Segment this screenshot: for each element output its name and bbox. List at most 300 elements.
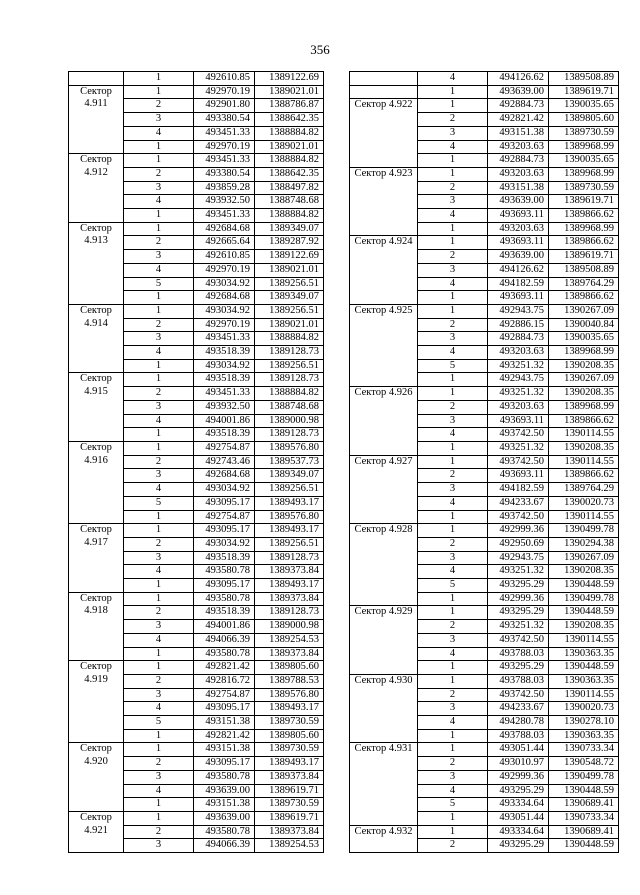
y-coordinate: 1389805.60 — [255, 661, 324, 675]
y-coordinate: 1389493.17 — [255, 579, 324, 593]
x-coordinate: 494126.62 — [488, 72, 549, 86]
x-coordinate: 493034.92 — [194, 537, 255, 551]
y-coordinate: 1389021.01 — [255, 85, 324, 99]
y-coordinate: 1390114.55 — [549, 510, 619, 524]
x-coordinate: 493095.17 — [194, 524, 255, 538]
x-coordinate: 492610.85 — [194, 72, 255, 86]
y-coordinate: 1390208.35 — [549, 565, 619, 579]
point-number: 3 — [124, 113, 194, 127]
point-number: 5 — [124, 496, 194, 510]
sector-name: Сектор 4.917 — [69, 524, 124, 593]
y-coordinate: 1390448.59 — [549, 661, 619, 675]
x-coordinate: 494001.86 — [194, 620, 255, 634]
y-coordinate: 1389128.73 — [255, 346, 324, 360]
x-coordinate: 492970.19 — [194, 318, 255, 332]
x-coordinate: 493334.64 — [488, 825, 549, 839]
x-coordinate: 492821.42 — [488, 113, 549, 127]
point-number: 4 — [418, 565, 488, 579]
point-number: 1 — [418, 510, 488, 524]
y-coordinate: 1389576.80 — [255, 441, 324, 455]
x-coordinate: 494126.62 — [488, 263, 549, 277]
y-coordinate: 1388786.87 — [255, 99, 324, 113]
point-number: 1 — [418, 455, 488, 469]
y-coordinate: 1390499.78 — [549, 592, 619, 606]
y-coordinate: 1389021.01 — [255, 318, 324, 332]
point-number: 4 — [418, 647, 488, 661]
point-number: 4 — [124, 126, 194, 140]
y-coordinate: 1390448.59 — [549, 606, 619, 620]
point-number: 2 — [124, 757, 194, 771]
point-number: 1 — [124, 140, 194, 154]
x-coordinate: 492665.64 — [194, 236, 255, 250]
x-coordinate: 493151.38 — [488, 126, 549, 140]
x-coordinate: 494233.67 — [488, 496, 549, 510]
point-number: 4 — [124, 414, 194, 428]
table-row — [69, 592, 324, 606]
table-row — [350, 674, 619, 688]
x-coordinate: 493451.33 — [194, 387, 255, 401]
point-number: 1 — [124, 428, 194, 442]
point-number: 5 — [418, 798, 488, 812]
point-number: 5 — [124, 277, 194, 291]
x-coordinate: 493034.92 — [194, 304, 255, 318]
x-coordinate: 493251.32 — [488, 359, 549, 373]
x-coordinate: 493788.03 — [488, 729, 549, 743]
y-coordinate: 1389128.73 — [255, 373, 324, 387]
x-coordinate: 493693.11 — [488, 209, 549, 223]
x-coordinate: 492970.19 — [194, 85, 255, 99]
y-coordinate: 1388642.35 — [255, 113, 324, 127]
point-number: 3 — [124, 332, 194, 346]
x-coordinate: 494182.59 — [488, 277, 549, 291]
x-coordinate: 493451.33 — [194, 154, 255, 168]
y-coordinate: 1390208.35 — [549, 620, 619, 634]
y-coordinate: 1390363.35 — [549, 674, 619, 688]
point-number: 2 — [418, 181, 488, 195]
x-coordinate: 492999.36 — [488, 592, 549, 606]
point-number: 1 — [124, 209, 194, 223]
x-coordinate: 493151.38 — [194, 716, 255, 730]
point-number: 3 — [124, 551, 194, 565]
y-coordinate: 1390114.55 — [549, 428, 619, 442]
x-coordinate: 492999.36 — [488, 770, 549, 784]
point-number: 1 — [418, 825, 488, 839]
y-coordinate: 1390733.34 — [549, 811, 619, 825]
y-coordinate: 1389287.92 — [255, 236, 324, 250]
y-coordinate: 1389128.73 — [255, 551, 324, 565]
sector-name: Сектор 4.932 — [350, 825, 418, 852]
table-row — [69, 85, 324, 99]
point-number: 2 — [124, 387, 194, 401]
x-coordinate: 493010.97 — [488, 757, 549, 771]
y-coordinate: 1389968.99 — [549, 140, 619, 154]
point-number: 1 — [418, 606, 488, 620]
y-coordinate: 1390114.55 — [549, 455, 619, 469]
x-coordinate: 493580.78 — [194, 770, 255, 784]
x-coordinate: 493203.63 — [488, 346, 549, 360]
x-coordinate: 492884.73 — [488, 154, 549, 168]
sector-name: Сектор 4.920 — [69, 743, 124, 812]
y-coordinate: 1388642.35 — [255, 167, 324, 181]
y-coordinate: 1390448.59 — [549, 784, 619, 798]
point-number: 1 — [418, 167, 488, 181]
point-number: 1 — [124, 729, 194, 743]
x-coordinate: 493788.03 — [488, 674, 549, 688]
point-number: 2 — [124, 236, 194, 250]
point-number: 1 — [418, 373, 488, 387]
x-coordinate: 494182.59 — [488, 483, 549, 497]
x-coordinate: 493580.78 — [194, 592, 255, 606]
point-number: 3 — [124, 469, 194, 483]
y-coordinate: 1389021.01 — [255, 263, 324, 277]
point-number: 1 — [124, 811, 194, 825]
x-coordinate: 492884.73 — [488, 332, 549, 346]
x-coordinate: 493295.29 — [488, 606, 549, 620]
x-coordinate: 493034.92 — [194, 483, 255, 497]
y-coordinate: 1389493.17 — [255, 496, 324, 510]
sector-name: Сектор 4.915 — [69, 373, 124, 442]
point-number: 4 — [418, 716, 488, 730]
y-coordinate: 1389122.69 — [255, 72, 324, 86]
x-coordinate: 492821.42 — [194, 729, 255, 743]
x-coordinate: 492684.68 — [194, 222, 255, 236]
y-coordinate: 1389730.59 — [549, 126, 619, 140]
point-number: 2 — [418, 400, 488, 414]
sector-name: Сектор 4.929 — [350, 606, 418, 675]
point-number: 3 — [418, 551, 488, 565]
point-number: 1 — [124, 524, 194, 538]
y-coordinate: 1389805.60 — [549, 113, 619, 127]
x-coordinate: 493251.32 — [488, 441, 549, 455]
x-coordinate: 493580.78 — [194, 565, 255, 579]
x-coordinate: 492821.42 — [194, 661, 255, 675]
point-number: 1 — [124, 222, 194, 236]
y-coordinate: 1389493.17 — [255, 702, 324, 716]
sector-name: Сектор 4.912 — [69, 154, 124, 223]
y-coordinate: 1389021.01 — [255, 140, 324, 154]
table-row — [350, 99, 619, 113]
point-number: 1 — [418, 674, 488, 688]
x-coordinate: 493742.50 — [488, 455, 549, 469]
y-coordinate: 1389730.59 — [255, 716, 324, 730]
point-number: 4 — [124, 633, 194, 647]
sector-name: Сектор 4.911 — [69, 85, 124, 154]
table-row — [350, 304, 619, 318]
point-number: 4 — [418, 277, 488, 291]
x-coordinate: 493932.50 — [194, 195, 255, 209]
table-row — [69, 72, 324, 86]
point-number: 1 — [418, 304, 488, 318]
point-number: 4 — [418, 72, 488, 86]
point-number: 1 — [418, 236, 488, 250]
y-coordinate: 1389349.07 — [255, 469, 324, 483]
point-number: 1 — [418, 441, 488, 455]
x-coordinate: 493334.64 — [488, 798, 549, 812]
sector-name: Сектор 4.923 — [350, 167, 418, 236]
x-coordinate: 493742.50 — [488, 510, 549, 524]
x-coordinate: 493034.92 — [194, 277, 255, 291]
y-coordinate: 1388884.82 — [255, 209, 324, 223]
y-coordinate: 1390020.73 — [549, 702, 619, 716]
table-row — [69, 661, 324, 675]
point-number: 1 — [124, 798, 194, 812]
y-coordinate: 1389968.99 — [549, 167, 619, 181]
point-number: 1 — [418, 222, 488, 236]
x-coordinate: 493251.32 — [488, 620, 549, 634]
y-coordinate: 1390689.41 — [549, 825, 619, 839]
point-number: 1 — [418, 154, 488, 168]
point-number: 4 — [124, 346, 194, 360]
sector-name: Сектор 4.926 — [350, 387, 418, 456]
x-coordinate: 493203.63 — [488, 400, 549, 414]
y-coordinate: 1389730.59 — [255, 798, 324, 812]
point-number: 2 — [418, 620, 488, 634]
y-coordinate: 1389619.71 — [549, 85, 619, 99]
point-number: 1 — [124, 291, 194, 305]
point-number: 3 — [418, 414, 488, 428]
x-coordinate: 492610.85 — [194, 250, 255, 264]
table-row — [69, 743, 324, 757]
y-coordinate: 1389000.98 — [255, 414, 324, 428]
y-coordinate: 1389256.51 — [255, 537, 324, 551]
point-number: 3 — [124, 770, 194, 784]
point-number: 2 — [418, 113, 488, 127]
point-number: 1 — [418, 387, 488, 401]
table-row — [350, 85, 619, 99]
y-coordinate: 1388497.82 — [255, 181, 324, 195]
x-coordinate: 493580.78 — [194, 647, 255, 661]
point-number: 4 — [124, 784, 194, 798]
sector-cell — [69, 72, 124, 86]
y-coordinate: 1388748.68 — [255, 400, 324, 414]
x-coordinate: 493580.78 — [194, 825, 255, 839]
x-coordinate: 493518.39 — [194, 428, 255, 442]
x-coordinate: 493203.63 — [488, 167, 549, 181]
point-number: 4 — [418, 209, 488, 223]
x-coordinate: 492743.46 — [194, 455, 255, 469]
x-coordinate: 493151.38 — [488, 181, 549, 195]
point-number: 2 — [124, 537, 194, 551]
y-coordinate: 1389254.53 — [255, 633, 324, 647]
sector-name: Сектор 4.924 — [350, 236, 418, 305]
x-coordinate: 493788.03 — [488, 647, 549, 661]
x-coordinate: 493693.11 — [488, 236, 549, 250]
table-row — [350, 387, 619, 401]
y-coordinate: 1389866.62 — [549, 469, 619, 483]
y-coordinate: 1389619.71 — [255, 811, 324, 825]
y-coordinate: 1389788.53 — [255, 674, 324, 688]
point-number: 2 — [418, 469, 488, 483]
sector-name: Сектор 4.930 — [350, 674, 418, 743]
sector-name: Сектор 4.927 — [350, 455, 418, 524]
point-number: 3 — [124, 400, 194, 414]
table-row — [69, 811, 324, 825]
y-coordinate: 1389730.59 — [549, 181, 619, 195]
x-coordinate: 493251.32 — [488, 565, 549, 579]
point-number: 1 — [418, 291, 488, 305]
point-number: 5 — [418, 359, 488, 373]
x-coordinate: 492754.87 — [194, 510, 255, 524]
point-number: 1 — [418, 661, 488, 675]
point-number: 2 — [124, 674, 194, 688]
point-number: 4 — [124, 702, 194, 716]
x-coordinate: 494066.39 — [194, 633, 255, 647]
sector-name: Сектор 4.919 — [69, 661, 124, 743]
point-number: 4 — [418, 140, 488, 154]
y-coordinate: 1390114.55 — [549, 688, 619, 702]
y-coordinate: 1389805.60 — [255, 729, 324, 743]
x-coordinate: 492970.19 — [194, 263, 255, 277]
y-coordinate: 1390499.78 — [549, 770, 619, 784]
y-coordinate: 1389256.51 — [255, 359, 324, 373]
x-coordinate: 493693.11 — [488, 414, 549, 428]
y-coordinate: 1389619.71 — [549, 195, 619, 209]
x-coordinate: 494233.67 — [488, 702, 549, 716]
x-coordinate: 493295.29 — [488, 839, 549, 853]
y-coordinate: 1390294.38 — [549, 537, 619, 551]
page-number: 356 — [310, 42, 330, 57]
point-number: 1 — [418, 85, 488, 99]
y-coordinate: 1390114.55 — [549, 633, 619, 647]
x-coordinate: 493518.39 — [194, 606, 255, 620]
y-coordinate: 1389128.73 — [255, 606, 324, 620]
y-coordinate: 1390363.35 — [549, 729, 619, 743]
y-coordinate: 1389619.71 — [255, 784, 324, 798]
point-number: 2 — [124, 167, 194, 181]
point-number: 1 — [124, 154, 194, 168]
table-row — [69, 441, 324, 455]
y-coordinate: 1389866.62 — [549, 209, 619, 223]
x-coordinate: 493051.44 — [488, 743, 549, 757]
point-number: 5 — [418, 579, 488, 593]
y-coordinate: 1388884.82 — [255, 154, 324, 168]
y-coordinate: 1389256.51 — [255, 277, 324, 291]
x-coordinate: 493859.28 — [194, 181, 255, 195]
x-coordinate: 493095.17 — [194, 702, 255, 716]
y-coordinate: 1390689.41 — [549, 798, 619, 812]
x-coordinate: 493932.50 — [194, 400, 255, 414]
point-number: 1 — [124, 72, 194, 86]
point-number: 4 — [124, 483, 194, 497]
x-coordinate: 493451.33 — [194, 209, 255, 223]
y-coordinate: 1389537.73 — [255, 455, 324, 469]
y-coordinate: 1390208.35 — [549, 441, 619, 455]
y-coordinate: 1389373.84 — [255, 565, 324, 579]
table-row — [350, 825, 619, 839]
x-coordinate: 493518.39 — [194, 346, 255, 360]
x-coordinate: 493051.44 — [488, 811, 549, 825]
point-number: 3 — [418, 263, 488, 277]
point-number: 1 — [418, 592, 488, 606]
x-coordinate: 493151.38 — [194, 743, 255, 757]
y-coordinate: 1390363.35 — [549, 647, 619, 661]
x-coordinate: 493380.54 — [194, 113, 255, 127]
x-coordinate: 493203.63 — [488, 140, 549, 154]
y-coordinate: 1389254.53 — [255, 839, 324, 853]
point-number: 1 — [124, 592, 194, 606]
x-coordinate: 493095.17 — [194, 496, 255, 510]
table-row — [350, 167, 619, 181]
x-coordinate: 492901.80 — [194, 99, 255, 113]
x-coordinate: 493639.00 — [488, 85, 549, 99]
point-number: 1 — [418, 743, 488, 757]
point-number: 3 — [124, 839, 194, 853]
left-coordinate-table — [68, 71, 324, 853]
x-coordinate: 493518.39 — [194, 551, 255, 565]
y-coordinate: 1389508.89 — [549, 72, 619, 86]
y-coordinate: 1390267.09 — [549, 551, 619, 565]
point-number: 4 — [418, 496, 488, 510]
point-number: 2 — [418, 688, 488, 702]
y-coordinate: 1389256.51 — [255, 304, 324, 318]
y-coordinate: 1389866.62 — [549, 291, 619, 305]
sector-cell — [350, 85, 418, 99]
point-number: 4 — [418, 784, 488, 798]
point-number: 1 — [124, 373, 194, 387]
table-row — [350, 455, 619, 469]
point-number: 2 — [124, 606, 194, 620]
x-coordinate: 493295.29 — [488, 661, 549, 675]
y-coordinate: 1388748.68 — [255, 195, 324, 209]
x-coordinate: 493742.50 — [488, 688, 549, 702]
point-number: 3 — [418, 332, 488, 346]
y-coordinate: 1389493.17 — [255, 524, 324, 538]
y-coordinate: 1389576.80 — [255, 688, 324, 702]
x-coordinate: 493295.29 — [488, 579, 549, 593]
y-coordinate: 1390208.35 — [549, 359, 619, 373]
point-number: 3 — [418, 195, 488, 209]
x-coordinate: 492943.75 — [488, 373, 549, 387]
y-coordinate: 1389576.80 — [255, 510, 324, 524]
sector-name: Сектор 4.916 — [69, 441, 124, 523]
point-number: 2 — [418, 757, 488, 771]
x-coordinate: 493251.32 — [488, 387, 549, 401]
x-coordinate: 493639.00 — [194, 784, 255, 798]
y-coordinate: 1389122.69 — [255, 250, 324, 264]
table-row — [69, 524, 324, 538]
y-coordinate: 1389968.99 — [549, 222, 619, 236]
point-number: 1 — [124, 441, 194, 455]
x-coordinate: 493639.00 — [194, 811, 255, 825]
point-number: 2 — [124, 455, 194, 469]
y-coordinate: 1389619.71 — [549, 250, 619, 264]
sector-name: Сектор 4.913 — [69, 222, 124, 304]
y-coordinate: 1388884.82 — [255, 332, 324, 346]
x-coordinate: 493151.38 — [194, 798, 255, 812]
table-row — [350, 72, 619, 86]
point-number: 3 — [418, 483, 488, 497]
x-coordinate: 493639.00 — [488, 250, 549, 264]
sector-name: Сектор 4.921 — [69, 811, 124, 852]
point-number: 1 — [124, 304, 194, 318]
y-coordinate: 1388884.82 — [255, 126, 324, 140]
point-number: 3 — [418, 770, 488, 784]
point-number: 1 — [124, 661, 194, 675]
x-coordinate: 492884.73 — [488, 99, 549, 113]
x-coordinate: 493095.17 — [194, 757, 255, 771]
point-number: 1 — [124, 359, 194, 373]
x-coordinate: 493034.92 — [194, 359, 255, 373]
y-coordinate: 1390548.72 — [549, 757, 619, 771]
table-row — [69, 222, 324, 236]
y-coordinate: 1390278.10 — [549, 716, 619, 730]
right-coordinate-table — [349, 71, 619, 853]
x-coordinate: 493693.11 — [488, 291, 549, 305]
x-coordinate: 494280.78 — [488, 716, 549, 730]
y-coordinate: 1390035.65 — [549, 99, 619, 113]
point-number: 4 — [124, 565, 194, 579]
x-coordinate: 493693.11 — [488, 469, 549, 483]
